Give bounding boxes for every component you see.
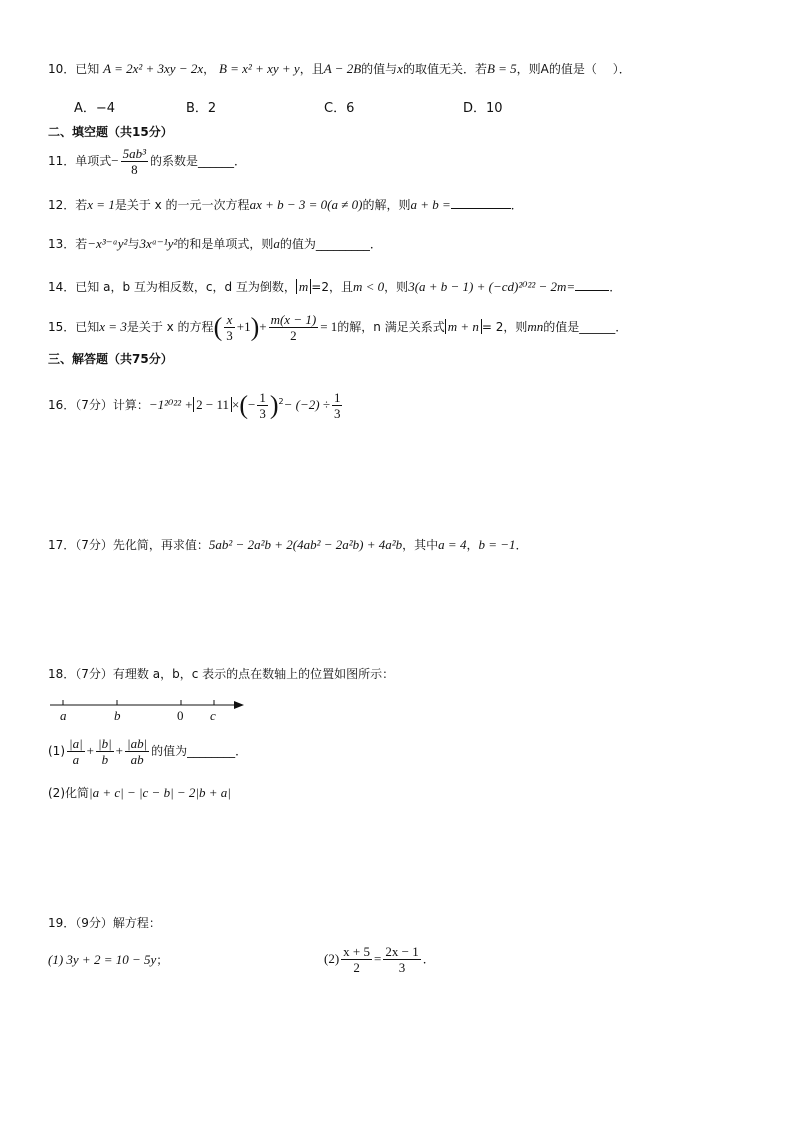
q15-abs-mn: m + n [445, 319, 482, 334]
q11-fraction: $\frac{\text{5ab³}}{8}$ [122, 146, 147, 177]
section-2-heading: 二、填空题（共15分） [48, 125, 173, 139]
q19-frac-1: $\frac{x + 5}{2}$ [343, 944, 371, 975]
q13-line: 13．若−x³⁻ᵃy²与3xᵃ⁻¹y²的和是单项式，则a的值为_________． [48, 236, 382, 251]
q19-part-2: (2) $\frac{x + 5}{2}$ = $\frac{2x - 1}{3}$ ． [324, 944, 435, 975]
section-3-heading: 三、解答题（共75分） [48, 352, 173, 366]
q18-part-1: (1) $\frac{|a|}{a}$ + $\frac{|b|}{b}$ + $\frac{|ab|}{ab}$ 的值为________． [48, 736, 248, 767]
q10-option-c: C．6 [324, 101, 355, 116]
q10-B-expr: B = x² + xy + y [218, 61, 300, 76]
q14-blank [575, 280, 609, 291]
q15-fraction-2: $\frac{m(x - 1)}{2}$ [270, 312, 317, 343]
q18-part-2: (2)化简|a + c| − |c − b| − 2|b + a| [48, 785, 231, 800]
axis-label-b: b [114, 708, 121, 723]
q14-line: 14．已知 a，b 互为相反数，c，d 互为倒数， m =2，且m < 0，则3(a + b − 1) + (−cd)²⁰²² − 2m= ． [48, 279, 622, 294]
q18-line: 18．（7分）有理数 a，b，c 表示的点在数轴上的位置如图所示： [48, 667, 395, 681]
q18-frac-ab: $\frac{|ab|}{ab}$ [127, 736, 148, 767]
q16-line: 16．（7分）计算：−1²⁰²² + 2 − 11 ×(− $\frac{1}{3}$ )$^2$− (−2) ÷ $\frac{1}{3}$ [48, 390, 341, 421]
q19-frac-2: $\frac{2x - 1}{3}$ [385, 944, 419, 975]
q17-line: 17．（7分）先化简，再求值：5ab² − 2a²b + 2(4ab² − 2a²b) + 4a²b，其中a = 4，b = −1． [48, 537, 528, 552]
axis-label-a: a [60, 708, 67, 723]
q16-fraction-1: $\frac{1}{3}$ [259, 390, 266, 421]
q10-option-a: A．−4 [74, 101, 116, 116]
q18-frac-b: $\frac{|b|}{b}$ [98, 736, 112, 767]
q19-part-1: (1) 3y + 2 = 10 − 5y； [48, 952, 169, 967]
q11-line: 11．单项式− $\frac{\text{5ab³}}{8}$ 的系数是______． [48, 146, 247, 177]
axis-label-c: c [210, 708, 216, 723]
q12-line: 12．若x = 1是关于 x 的一元一次方程ax + b − 3 = 0(a ≠ 0)的解，则a + b = ． [48, 197, 523, 212]
q15-line: 15．已知x = 3是关于 x 的方程( $\frac{x}{3}$ +1)+ $\frac{m(x - 1)}{2}$ = 1的解，n 满足关系式 m + n = 2，则mn的值是______． [48, 312, 628, 343]
q10-option-d: D．10 [463, 101, 503, 116]
q10-option-b: B．2 [186, 101, 217, 116]
q14-abs-m: m [296, 279, 311, 294]
q15-fraction-1: $\frac{x}{3}$ [226, 312, 233, 343]
q10-line: 10．已知 A = 2x² + 3xy − 2x， B = x² + xy + y，且A − 2B的值与x的取值无关．若B = 5，则A的值是（ ）． [48, 61, 631, 76]
q16-fraction-2: $\frac{1}{3}$ [333, 390, 341, 421]
q10-A-expr: A = 2x² + 3xy − 2x [103, 61, 204, 76]
q16-abs: 2 − 11 [193, 397, 232, 412]
q19-line: 19．（9分）解方程： [48, 916, 161, 930]
axis-label-0: 0 [177, 708, 184, 723]
q18-frac-a: $\frac{|a|}{a}$ [69, 736, 83, 767]
q12-blank [451, 198, 511, 209]
q10-number: 10．已知 [48, 62, 100, 76]
number-line [48, 694, 248, 726]
